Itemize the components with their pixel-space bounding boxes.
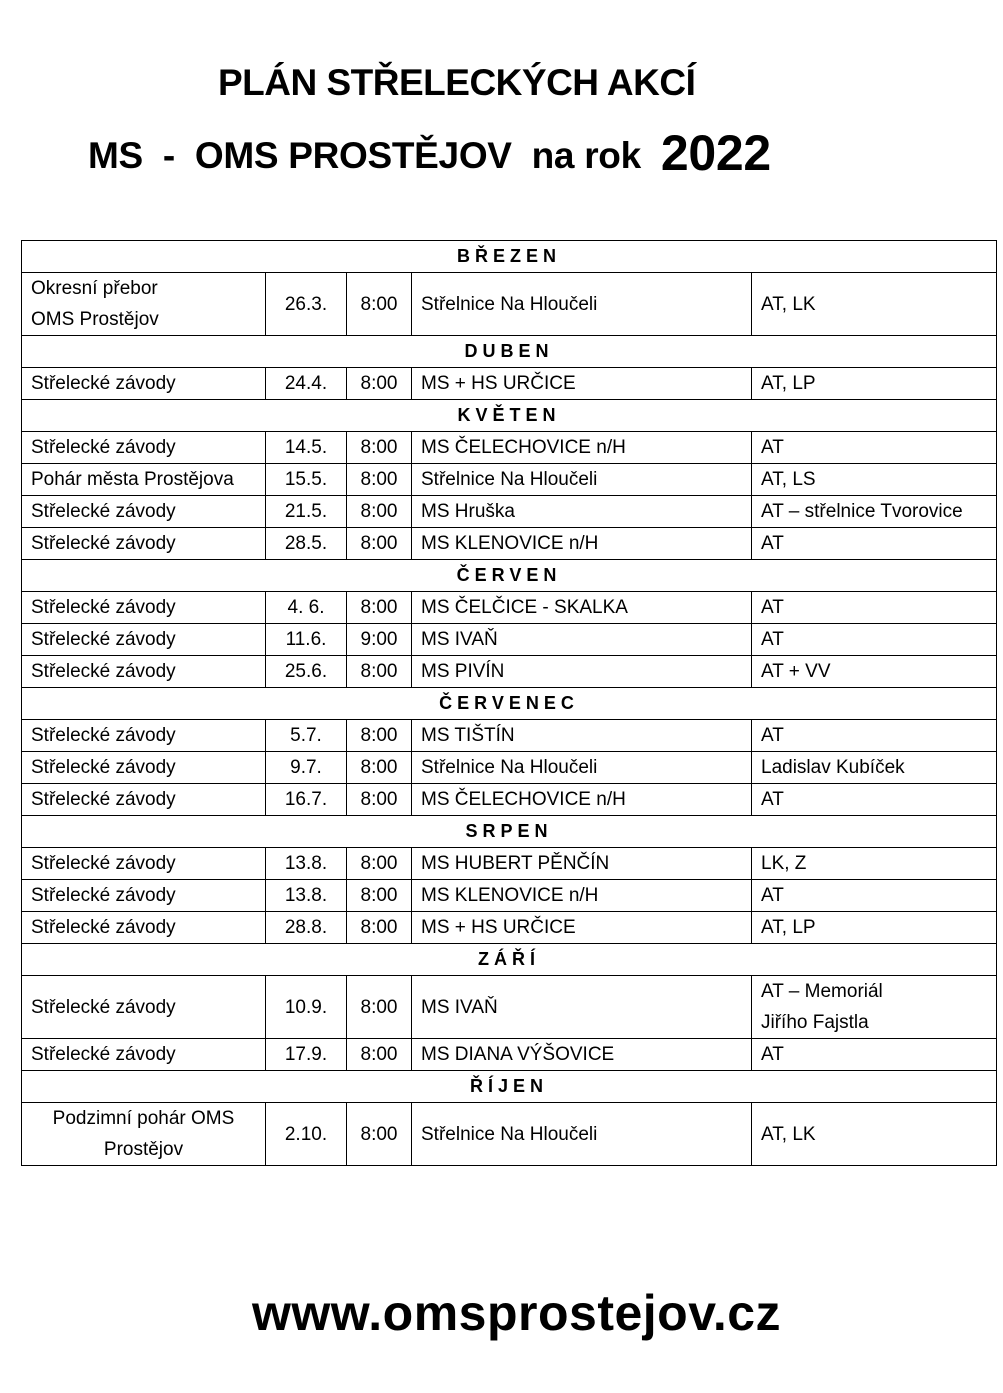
event-time: 8:00: [347, 656, 412, 688]
event-name-line: Střelecké závody: [31, 437, 176, 458]
event-note-line: AT: [761, 597, 784, 618]
event-name-cell: [22, 496, 266, 528]
event-place: MS KLENOVICE n/H: [412, 880, 752, 912]
event-place: MS PIVÍN: [412, 656, 752, 688]
event-note-cell: [752, 528, 997, 560]
event-name-cell: [22, 528, 266, 560]
event-time: 8:00: [347, 784, 412, 816]
event-row: [22, 848, 997, 880]
event-note-line: AT: [761, 885, 784, 906]
document-subtitle: [88, 122, 771, 180]
event-row: [22, 912, 997, 944]
event-note-cell: [752, 656, 997, 688]
event-place: Střelnice Na Hloučeli: [412, 1103, 752, 1166]
event-place: MS + HS URČICE: [412, 912, 752, 944]
event-row: [22, 368, 997, 400]
month-header-row: [22, 944, 997, 976]
event-name-cell: [22, 624, 266, 656]
event-time: 8:00: [347, 528, 412, 560]
event-place: MS + HS URČICE: [412, 368, 752, 400]
event-row: [22, 752, 997, 784]
event-place: MS ČELECHOVICE n/H: [412, 432, 752, 464]
event-date: 9.7.: [266, 752, 347, 784]
event-name-line: Prostějov: [103, 1139, 184, 1160]
event-date: 14.5.: [266, 432, 347, 464]
event-time: 8:00: [347, 1103, 412, 1166]
event-time: 8:00: [347, 752, 412, 784]
event-name-line: Okresní přebor: [31, 278, 158, 299]
event-name-cell: [22, 464, 266, 496]
month-header-row: [22, 1071, 997, 1103]
event-name-cell: [22, 880, 266, 912]
event-note-cell: [752, 432, 997, 464]
month-name: ČERVENEC: [22, 688, 997, 720]
document-title: PLÁN STŘELECKÝCH AKCÍ: [218, 62, 696, 103]
event-row: [22, 464, 997, 496]
month-name: ŘÍJEN: [22, 1071, 997, 1103]
event-row: [22, 528, 997, 560]
event-name-cell: [22, 592, 266, 624]
event-name-cell: [22, 752, 266, 784]
event-note-line: AT, LS: [761, 469, 816, 490]
event-name-line: Střelecké závody: [31, 533, 176, 554]
event-note-cell: [752, 720, 997, 752]
event-note-line: AT: [761, 789, 784, 810]
month-name: BŘEZEN: [22, 241, 997, 273]
event-place: MS TIŠTÍN: [412, 720, 752, 752]
event-name-cell: [22, 1039, 266, 1071]
event-date: 5.7.: [266, 720, 347, 752]
event-row: [22, 880, 997, 912]
event-time: 8:00: [347, 368, 412, 400]
event-name-line: OMS Prostějov: [31, 309, 159, 330]
month-header-row: [22, 241, 997, 273]
month-header-row: [22, 400, 997, 432]
event-time: 8:00: [347, 976, 412, 1039]
event-row: [22, 784, 997, 816]
event-note-cell: [752, 912, 997, 944]
event-place: Střelnice Na Hloučeli: [412, 273, 752, 336]
month-header-row: [22, 688, 997, 720]
event-row: [22, 273, 997, 336]
event-name-line: Střelecké závody: [31, 917, 176, 938]
event-place: MS ČELECHOVICE n/H: [412, 784, 752, 816]
event-place: Střelnice Na Hloučeli: [412, 752, 752, 784]
event-name-line: Střelecké závody: [31, 853, 176, 874]
event-date: 16.7.: [266, 784, 347, 816]
event-name-line: Střelecké závody: [31, 725, 176, 746]
event-name-line: Střelecké závody: [31, 885, 176, 906]
event-time: 8:00: [347, 880, 412, 912]
event-row: [22, 720, 997, 752]
event-date: 28.8.: [266, 912, 347, 944]
event-place: MS KLENOVICE n/H: [412, 528, 752, 560]
event-row: [22, 1039, 997, 1071]
event-name-line: Střelecké závody: [31, 1044, 176, 1065]
event-date: 13.8.: [266, 848, 347, 880]
event-date: 26.3.: [266, 273, 347, 336]
event-time: 9:00: [347, 624, 412, 656]
event-row: [22, 1103, 997, 1166]
event-name-cell: [22, 273, 266, 336]
event-note-cell: [752, 752, 997, 784]
event-date: 15.5.: [266, 464, 347, 496]
event-time: 8:00: [347, 496, 412, 528]
event-note-cell: [752, 592, 997, 624]
event-date: 24.4.: [266, 368, 347, 400]
event-note-line: Ladislav Kubíček: [761, 757, 905, 778]
month-name: DUBEN: [22, 336, 997, 368]
event-name-cell: [22, 784, 266, 816]
month-name: SRPEN: [22, 816, 997, 848]
event-date: 13.8.: [266, 880, 347, 912]
event-date: 17.9.: [266, 1039, 347, 1071]
month-name: ZÁŘÍ: [22, 944, 997, 976]
event-name-line: Střelecké závody: [31, 789, 176, 810]
event-name-cell: [22, 976, 266, 1039]
website-url[interactable]: www.omsprostejov.cz: [251, 1285, 782, 1341]
event-name-line: Střelecké závody: [31, 373, 176, 394]
event-note-line: AT: [761, 437, 784, 458]
event-note-line: AT, LK: [761, 293, 816, 315]
event-date: 21.5.: [266, 496, 347, 528]
event-place: MS HUBERT PĚNČÍN: [412, 848, 752, 880]
event-note-cell: [752, 784, 997, 816]
event-time: 8:00: [347, 273, 412, 336]
subtitle-text: MS - OMS PROSTĚJOV na rok: [88, 135, 661, 176]
event-place: MS DIANA VÝŠOVICE: [412, 1039, 752, 1071]
month-header-row: [22, 560, 997, 592]
event-place: MS IVAŇ: [412, 624, 752, 656]
event-date: 11.6.: [266, 624, 347, 656]
event-time: 8:00: [347, 720, 412, 752]
event-note-line: AT – Memoriál: [761, 981, 883, 1002]
event-note-cell: [752, 464, 997, 496]
event-note-line: AT, LK: [761, 1123, 816, 1145]
year: 2022: [660, 125, 771, 181]
event-row: [22, 976, 997, 1039]
event-place: Střelnice Na Hloučeli: [412, 464, 752, 496]
month-name: ČERVEN: [22, 560, 997, 592]
event-name-line: Pohár města Prostějova: [31, 469, 234, 490]
event-name-line: Střelecké závody: [31, 597, 176, 618]
event-name-line: Střelecké závody: [31, 501, 176, 522]
event-date: 4. 6.: [266, 592, 347, 624]
event-time: 8:00: [347, 432, 412, 464]
event-row: [22, 656, 997, 688]
events-table-body: [22, 241, 997, 1166]
event-note-line: AT: [761, 533, 784, 554]
event-time: 8:00: [347, 464, 412, 496]
event-date: 10.9.: [266, 976, 347, 1039]
event-row: [22, 624, 997, 656]
event-note-cell: [752, 624, 997, 656]
event-note-line: AT: [761, 629, 784, 650]
event-note-line: Jiřího Fajstla: [761, 1012, 869, 1033]
event-note-line: AT, LP: [761, 917, 816, 938]
month-name: KVĚTEN: [22, 400, 997, 432]
event-date: 25.6.: [266, 656, 347, 688]
event-row: [22, 496, 997, 528]
event-name-cell: [22, 912, 266, 944]
event-time: 8:00: [347, 592, 412, 624]
event-name-line: Střelecké závody: [31, 661, 176, 682]
event-name-cell: [22, 432, 266, 464]
event-note-line: LK, Z: [761, 853, 807, 874]
event-note-cell: [752, 880, 997, 912]
event-time: 8:00: [347, 912, 412, 944]
month-header-row: [22, 816, 997, 848]
event-note-cell: [752, 1103, 997, 1166]
event-name-cell: [22, 368, 266, 400]
event-note-cell: [752, 368, 997, 400]
event-place: MS Hruška: [412, 496, 752, 528]
event-row: [22, 592, 997, 624]
event-note-line: AT + VV: [761, 661, 831, 682]
event-note-cell: [752, 496, 997, 528]
event-name-line: Střelecké závody: [31, 629, 176, 650]
event-note-line: AT, LP: [761, 373, 816, 394]
event-row: [22, 432, 997, 464]
event-note-line: AT – střelnice Tvorovice: [761, 501, 963, 522]
event-note-cell: [752, 1039, 997, 1071]
event-note-cell: [752, 273, 997, 336]
event-note-line: AT: [761, 1044, 784, 1065]
event-name-line: Podzimní pohár OMS: [52, 1108, 235, 1129]
event-date: 2.10.: [266, 1103, 347, 1166]
event-name-cell: [22, 720, 266, 752]
event-place: MS IVAŇ: [412, 976, 752, 1039]
month-header-row: [22, 336, 997, 368]
event-note-cell: [752, 976, 997, 1039]
event-name-cell: [22, 1103, 266, 1166]
event-name-cell: [22, 848, 266, 880]
event-name-cell: [22, 656, 266, 688]
event-note-cell: [752, 848, 997, 880]
event-name-line: Střelecké závody: [31, 996, 176, 1018]
event-time: 8:00: [347, 848, 412, 880]
events-table: [21, 240, 997, 1166]
event-place: MS ČELČICE - SKALKA: [412, 592, 752, 624]
event-time: 8:00: [347, 1039, 412, 1071]
event-note-line: AT: [761, 725, 784, 746]
event-name-line: Střelecké závody: [31, 757, 176, 778]
event-date: 28.5.: [266, 528, 347, 560]
